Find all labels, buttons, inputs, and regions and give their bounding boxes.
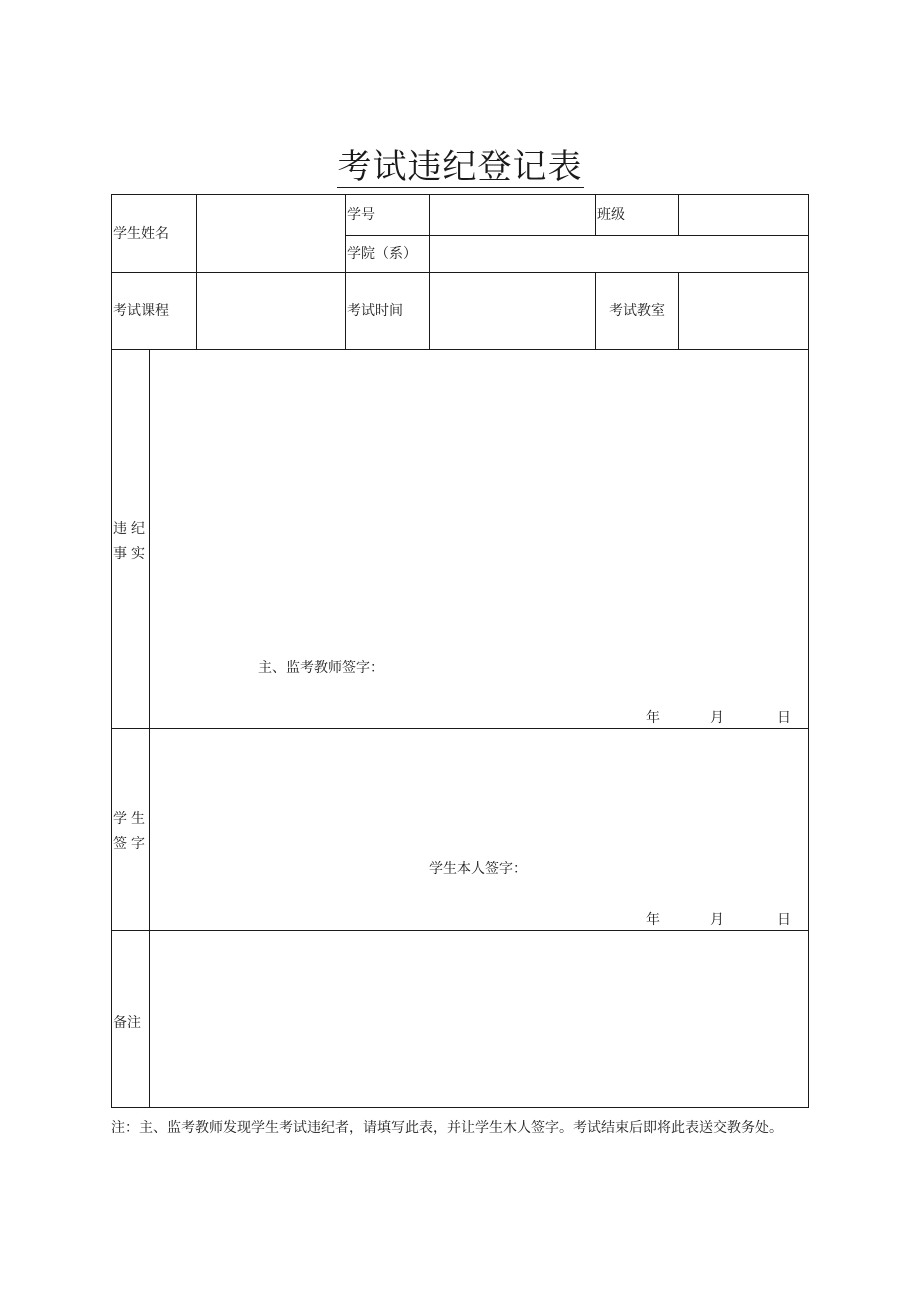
- violation-date-day: 日: [777, 710, 791, 726]
- student-name-label: 学生姓名: [113, 226, 169, 242]
- rule-sign-bottom: [112, 930, 809, 931]
- violation-form-table: [111, 194, 809, 1108]
- rule-col-b: [345, 195, 346, 349]
- rule-col-d-row2: [595, 272, 596, 349]
- student-id-label: 学号: [347, 207, 375, 223]
- rule-col-d-top: [595, 195, 596, 235]
- rule-row1-mid: [345, 235, 809, 236]
- student-sign-label: 学生签字: [113, 811, 149, 852]
- student-self-sign-label: 学生本人签字：: [429, 861, 527, 877]
- rule-violation-bottom: [112, 728, 809, 729]
- rule-row1-bottom: [112, 272, 809, 273]
- violation-date-month: 月: [710, 710, 724, 726]
- rule-col-a: [196, 195, 197, 349]
- student-sign-date-day: 日: [777, 912, 791, 928]
- invigilator-sign-label: 主、监考教师签字：: [258, 660, 384, 676]
- remarks-label: 备注: [113, 1015, 141, 1031]
- student-sign-date-year: 年: [646, 912, 660, 928]
- student-sign-date-month: 月: [710, 912, 724, 928]
- rule-col-e-row2: [678, 272, 679, 349]
- rule-col-c: [429, 195, 430, 349]
- rule-col-e-top: [678, 195, 679, 235]
- class-label: 班级: [597, 207, 625, 223]
- violation-facts-label: 违纪事实: [113, 521, 149, 562]
- exam-room-label: 考试教室: [609, 303, 665, 319]
- form-title: [0, 145, 920, 189]
- rule-row2-bottom: [112, 349, 809, 350]
- violation-date-year: 年: [646, 710, 660, 726]
- form-title-text: 考试违纪登记表: [337, 147, 583, 187]
- college-label: 学院（系）: [347, 246, 417, 262]
- exam-course-label: 考试课程: [113, 303, 169, 319]
- rule-side-label-col: [149, 349, 150, 1108]
- exam-time-label: 考试时间: [347, 303, 403, 319]
- footnote: 注：主、监考教师发现学生考试违纪者，请填写此表，并让学生木人签字。考试结束后即将此表送交教务处。: [111, 1120, 783, 1136]
